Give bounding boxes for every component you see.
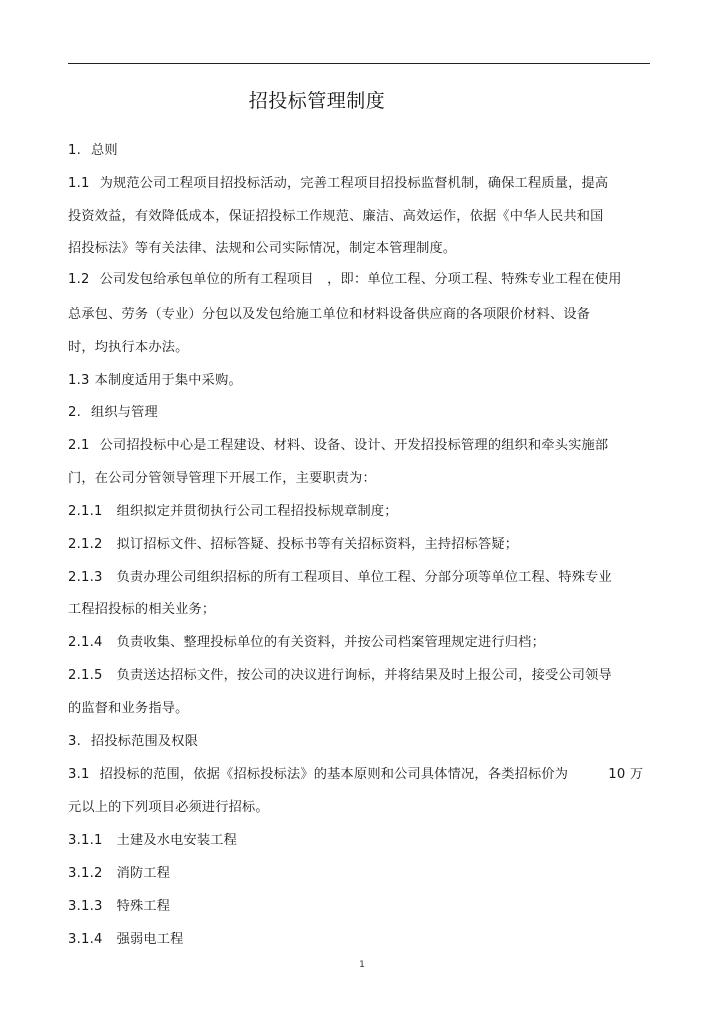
item-text: 特殊工程 bbox=[116, 899, 171, 914]
item-number: 2.1 bbox=[68, 438, 90, 453]
item-text: 总承包、劳务（专业）分包以及发包给施工单位和材料设备供应商的各项限价材料、设备 bbox=[68, 307, 591, 322]
item-number: 3. bbox=[68, 734, 81, 749]
item-number: 1.3 bbox=[68, 373, 90, 388]
item-number: 1. bbox=[68, 143, 81, 158]
paragraph-line bbox=[68, 829, 237, 848]
item-number: 2.1.2 bbox=[68, 537, 103, 552]
item-number: 2. bbox=[68, 405, 81, 420]
paragraph-line bbox=[68, 172, 608, 191]
item-text: 时，均执行本办法。 bbox=[68, 340, 189, 355]
item-text: 负责收集、整理投标单位的有关资料，并按公司档案管理规定进行归档； bbox=[116, 635, 545, 650]
item-text: 组织拟定并贯彻执行公司工程招投标规章制度； bbox=[116, 504, 398, 519]
item-text: 工程招投标的相关业务； bbox=[68, 602, 216, 617]
item-text: 总则 bbox=[90, 143, 118, 158]
document-title: 招投标管理制度 bbox=[248, 90, 386, 112]
paragraph-line bbox=[68, 631, 545, 650]
item-number: 3.1.4 bbox=[68, 932, 103, 947]
item-text: 招投标的范围，依据《招标投标法》的基本原则和公司具体情况，各类招标价为 10 万 bbox=[99, 767, 644, 782]
paragraph-line bbox=[68, 369, 242, 388]
item-text: 投资效益，有效降低成本，保证招投标工作规范、廉洁、高效运作，依据《中华人民共和国 bbox=[68, 209, 604, 224]
paragraph-line bbox=[68, 763, 643, 782]
item-number: 2.1.5 bbox=[68, 668, 103, 683]
item-number: 3.1.1 bbox=[68, 833, 103, 848]
paragraph-line bbox=[68, 500, 398, 519]
item-text: 招投标范围及权限 bbox=[90, 734, 199, 749]
item-text: 招投标法》等有关法律、法规和公司实际情况，制定本管理制度。 bbox=[68, 241, 457, 256]
header-rule bbox=[68, 63, 650, 64]
paragraph-line bbox=[68, 566, 612, 585]
item-text: 强弱电工程 bbox=[116, 932, 184, 947]
paragraph-line bbox=[68, 434, 608, 453]
paragraph-line bbox=[68, 862, 170, 881]
section-heading bbox=[68, 401, 158, 420]
paragraph-line bbox=[68, 237, 456, 256]
item-text: 组织与管理 bbox=[90, 405, 158, 420]
item-number: 2.1.4 bbox=[68, 635, 103, 650]
item-number: 1.1 bbox=[68, 176, 90, 191]
item-text: 负责送达招标文件，按公司的决议进行询标，并将结果及时上报公司，接受公司领导 bbox=[116, 668, 612, 683]
item-text: 公司发包给承包单位的所有工程项目 ，即：单位工程、分项工程、特殊专业工程在使用 bbox=[99, 272, 622, 287]
section-heading bbox=[68, 139, 118, 158]
paragraph-line bbox=[68, 664, 612, 683]
item-text: 土建及水电安装工程 bbox=[116, 833, 238, 848]
item-text: 门，在公司分管领导管理下开展工作，主要职责为： bbox=[68, 471, 376, 486]
paragraph-line bbox=[68, 205, 604, 224]
item-number: 3.1.3 bbox=[68, 899, 103, 914]
paragraph-line bbox=[68, 268, 622, 287]
paragraph-line bbox=[68, 895, 170, 914]
item-number: 3.1.2 bbox=[68, 866, 103, 881]
item-text: 负责办理公司组织招标的所有工程项目、单位工程、分部分项等单位工程、特殊专业 bbox=[116, 570, 612, 585]
item-number: 2.1.1 bbox=[68, 504, 103, 519]
item-text: 消防工程 bbox=[116, 866, 171, 881]
paragraph-line bbox=[68, 303, 590, 322]
item-text: 的监督和业务指导。 bbox=[68, 701, 189, 716]
paragraph-line bbox=[68, 598, 215, 617]
item-number: 3.1 bbox=[68, 767, 90, 782]
paragraph-line bbox=[68, 533, 518, 552]
paragraph-line bbox=[68, 796, 269, 815]
section-heading bbox=[68, 730, 198, 749]
item-number: 1.2 bbox=[68, 272, 90, 287]
item-text: 拟订招标文件、招标答疑、投标书等有关招标资料，主持招标答疑； bbox=[116, 537, 519, 552]
paragraph-line bbox=[68, 928, 184, 947]
item-text: 本制度适用于集中采购。 bbox=[94, 373, 242, 388]
paragraph-line bbox=[68, 697, 189, 716]
paragraph-line bbox=[68, 336, 189, 355]
item-text: 为规范公司工程项目招投标活动，完善工程项目招投标监督机制，确保工程质量，提高 bbox=[99, 176, 609, 191]
item-number: 2.1.3 bbox=[68, 570, 103, 585]
paragraph-line bbox=[68, 467, 376, 486]
page-number: 1 bbox=[359, 960, 365, 970]
item-text: 元以上的下列项目必须进行招标。 bbox=[68, 800, 269, 815]
item-text: 公司招投标中心是工程建设、材料、设备、设计、开发招投标管理的组织和牵头实施部 bbox=[99, 438, 609, 453]
